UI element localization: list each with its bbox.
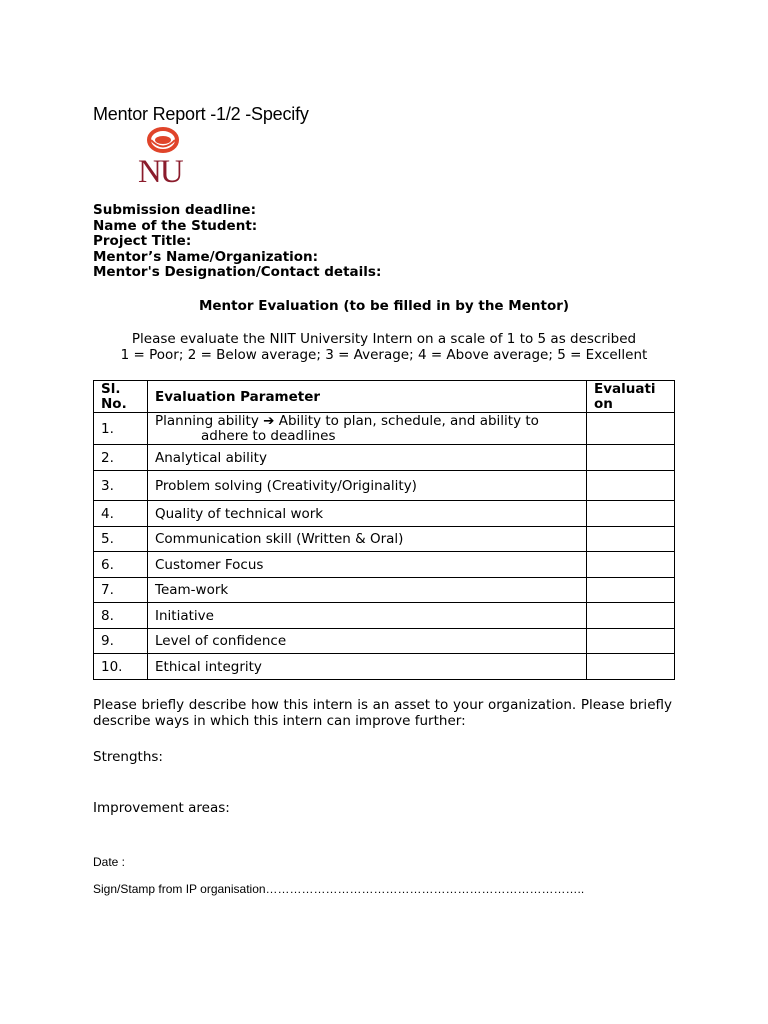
submission-deadline-label: Submission deadline:: [93, 202, 256, 218]
parameter-cell: Quality of technical work: [148, 501, 587, 527]
table-row: [94, 629, 675, 654]
sl-no-header: [94, 381, 148, 413]
row-number: 3.: [94, 471, 148, 501]
row-number: 10.: [94, 654, 148, 680]
mentor-designation-label: Mentor's Designation/Contact details:: [93, 264, 382, 280]
row-number: 9.: [94, 629, 148, 654]
scale-text: 1 = Poor; 2 = Below average; 3 = Average; 4 = Above average; 5 = Excellent: [120, 347, 648, 363]
parameter-cell: Problem solving (Creativity/Originality): [148, 471, 587, 501]
row-number: 2.: [94, 445, 148, 471]
evaluation-header-line1: Evaluati: [594, 380, 656, 397]
nu-logo: [136, 126, 198, 184]
description-text: Please briefly describe how this intern is an asset to your organization. Please briefly describe ways in which this intern can improve further:: [93, 697, 672, 729]
row-number: 6.: [94, 552, 148, 578]
evaluation-cell[interactable]: [587, 413, 675, 445]
param-label: Planning ability: [155, 412, 259, 429]
strengths-label: Strengths:: [93, 749, 163, 765]
evaluation-header: [587, 381, 675, 413]
parameter-cell: Analytical ability: [148, 445, 587, 471]
evaluation-heading: Mentor Evaluation (to be filled in by the Mentor): [198, 298, 570, 314]
evaluation-cell[interactable]: [587, 471, 675, 501]
row-number: 7.: [94, 578, 148, 603]
sl-no-header-line1: Sl.: [101, 380, 121, 397]
student-name-label: Name of the Student:: [93, 217, 258, 234]
document-title: Mentor Report -1/2 -Specify: [93, 104, 309, 124]
logo-text: NU: [138, 154, 182, 184]
evaluation-cell[interactable]: [587, 654, 675, 680]
evaluation-header-line2: on: [594, 395, 613, 412]
row-number: 4.: [94, 501, 148, 527]
sl-no-header-line2: No.: [101, 395, 127, 412]
row-number: 8.: [94, 603, 148, 629]
table-row: [94, 578, 675, 603]
improvement-areas-label: Improvement areas:: [93, 800, 230, 816]
parameter-cell: [148, 413, 587, 445]
evaluation-cell[interactable]: [587, 552, 675, 578]
evaluation-cell[interactable]: [587, 445, 675, 471]
project-title-label: Project Title:: [93, 233, 192, 249]
date-label: Date :: [93, 855, 126, 869]
evaluation-cell[interactable]: [587, 629, 675, 654]
evaluation-cell[interactable]: [587, 527, 675, 552]
parameter-header: Evaluation Parameter: [148, 381, 587, 413]
table-row: [94, 413, 675, 445]
table-row: [94, 527, 675, 552]
info-fields: [93, 203, 381, 281]
evaluation-cell[interactable]: [587, 501, 675, 527]
parameter-cell: Team-work: [148, 578, 587, 603]
parameter-cell: Level of confidence: [148, 629, 587, 654]
evaluation-cell[interactable]: [587, 578, 675, 603]
signature-line: Sign/Stamp from IP organisation……………………………………………………………………..: [93, 882, 585, 896]
row-number: 5.: [94, 527, 148, 552]
arrow-right-icon: ➔: [263, 412, 275, 429]
evaluation-table: [93, 380, 675, 680]
nu-logo-icon: [136, 126, 198, 184]
evaluation-instructions: [0, 331, 768, 363]
param-description-cont: adhere to deadlines: [201, 427, 336, 444]
table-row: [94, 471, 675, 501]
row-number: 1.: [94, 413, 148, 445]
table-row: [94, 552, 675, 578]
parameter-cell: Initiative: [148, 603, 587, 629]
instruction-text: Please evaluate the NIIT University Intern on a scale of 1 to 5 as described: [131, 331, 637, 347]
param-description: Ability to plan, schedule, and ability to: [278, 412, 539, 429]
parameter-cell: Customer Focus: [148, 552, 587, 578]
parameter-cell: Communication skill (Written & Oral): [148, 527, 587, 552]
table-row: [94, 654, 675, 680]
table-row: [94, 603, 675, 629]
evaluation-cell[interactable]: [587, 603, 675, 629]
table-header-row: [94, 381, 675, 413]
table-row: [94, 501, 675, 527]
table-row: [94, 445, 675, 471]
parameter-cell: Ethical integrity: [148, 654, 587, 680]
mentor-name-label: Mentor’s Name/Organization:: [93, 248, 319, 265]
